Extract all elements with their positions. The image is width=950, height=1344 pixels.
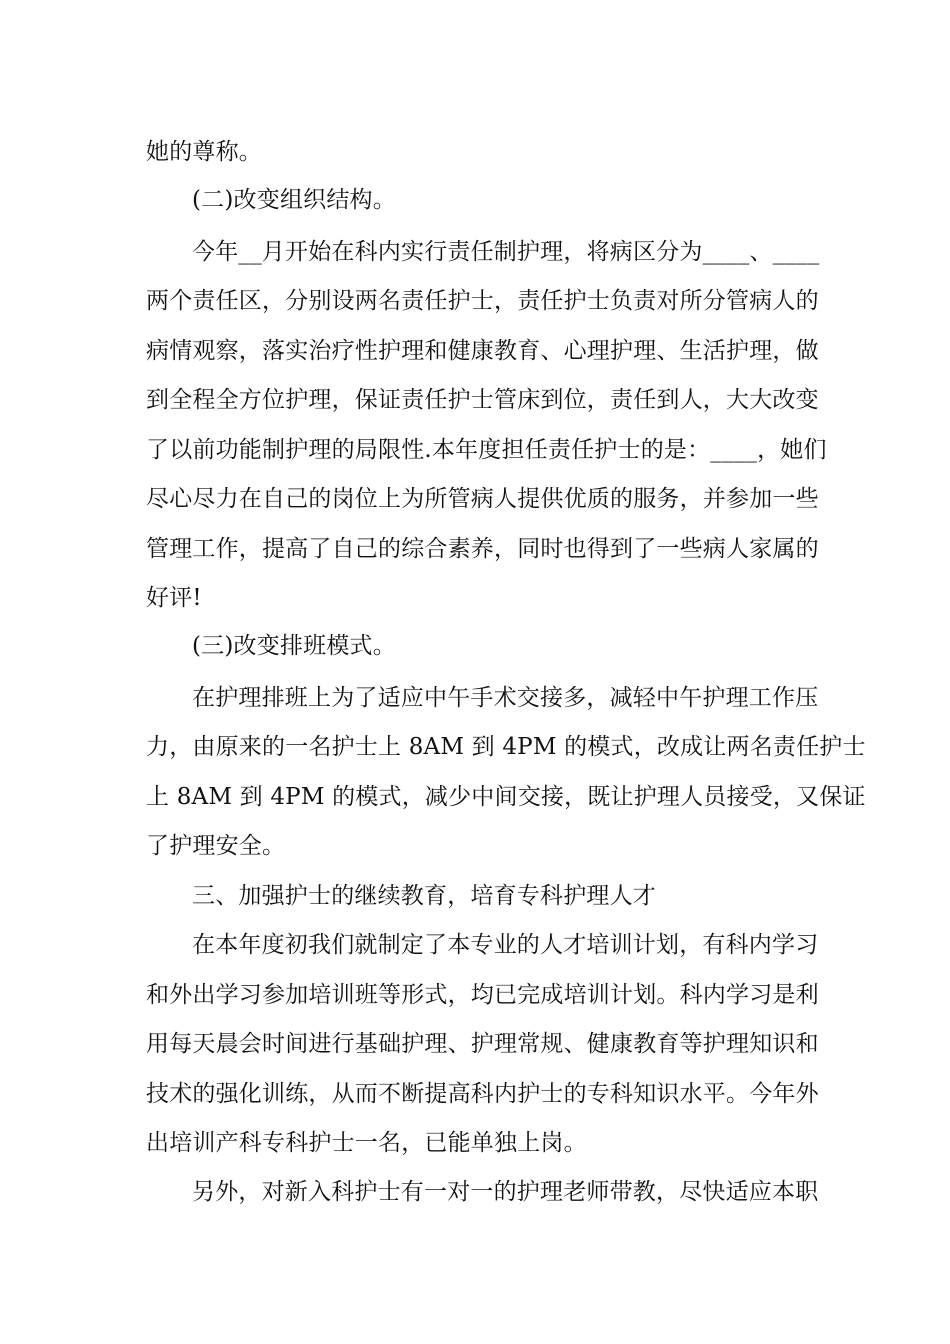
text-line: 力，由原来的一名护士上 8AM 到 4PM 的模式，改成让两名责任护士 (146, 734, 866, 760)
text-line: 好评! (146, 585, 202, 611)
text-line: 出培训产科专科护士一名，已能单独上岗。 (146, 1130, 587, 1156)
text-line: 技术的强化训练，从而不断提高科内护士的专科知识水平。今年外 (146, 1081, 819, 1107)
text-line: 两个责任区，分别设两名责任护士，责任护士负责对所分管病人的 (146, 288, 819, 314)
text-line: 了护理安全。 (146, 833, 286, 859)
text-line: 上 8AM 到 4PM 的模式，减少中间交接，既让护理人员接受，又保证 (146, 784, 866, 810)
section-heading: 三、加强护士的继续教育，培育专科护理人才 (192, 883, 656, 909)
text-line: 在本年度初我们就制定了本专业的人才培训计划，有科内学习 (192, 932, 819, 958)
text-line: 管理工作，提高了自己的综合素养，同时也得到了一些病人家属的 (146, 536, 819, 562)
section-heading: (三)改变排班模式。 (192, 633, 396, 659)
text-line: 到全程全方位护理，保证责任护士管床到位，责任到人，大大改变 (146, 387, 819, 413)
text-line: 她的尊称。 (146, 139, 262, 165)
text-line: 今年__月开始在科内实行责任制护理，将病区分为____、____ (192, 239, 820, 265)
text-line: 在护理排班上为了适应中午手术交接多，减轻中午护理工作压 (192, 685, 819, 711)
text-line: 另外，对新入科护士有一对一的护理老师带教，尽快适应本职 (192, 1179, 819, 1205)
text-line: 尽心尽力在自己的岗位上为所管病人提供优质的服务，并参加一些 (146, 486, 819, 512)
text-line: 用每天晨会时间进行基础护理、护理常规、健康教育等护理知识和 (146, 1031, 819, 1057)
text-line: 病情观察，落实治疗性护理和健康教育、心理护理、生活护理，做 (146, 338, 819, 364)
text-line: 和外出学习参加培训班等形式，均已完成培训计划。科内学习是利 (146, 982, 819, 1008)
text-line: 了以前功能制护理的局限性.本年度担任责任护士的是：____，她们 (146, 437, 827, 463)
section-heading: (二)改变组织结构。 (192, 187, 396, 213)
